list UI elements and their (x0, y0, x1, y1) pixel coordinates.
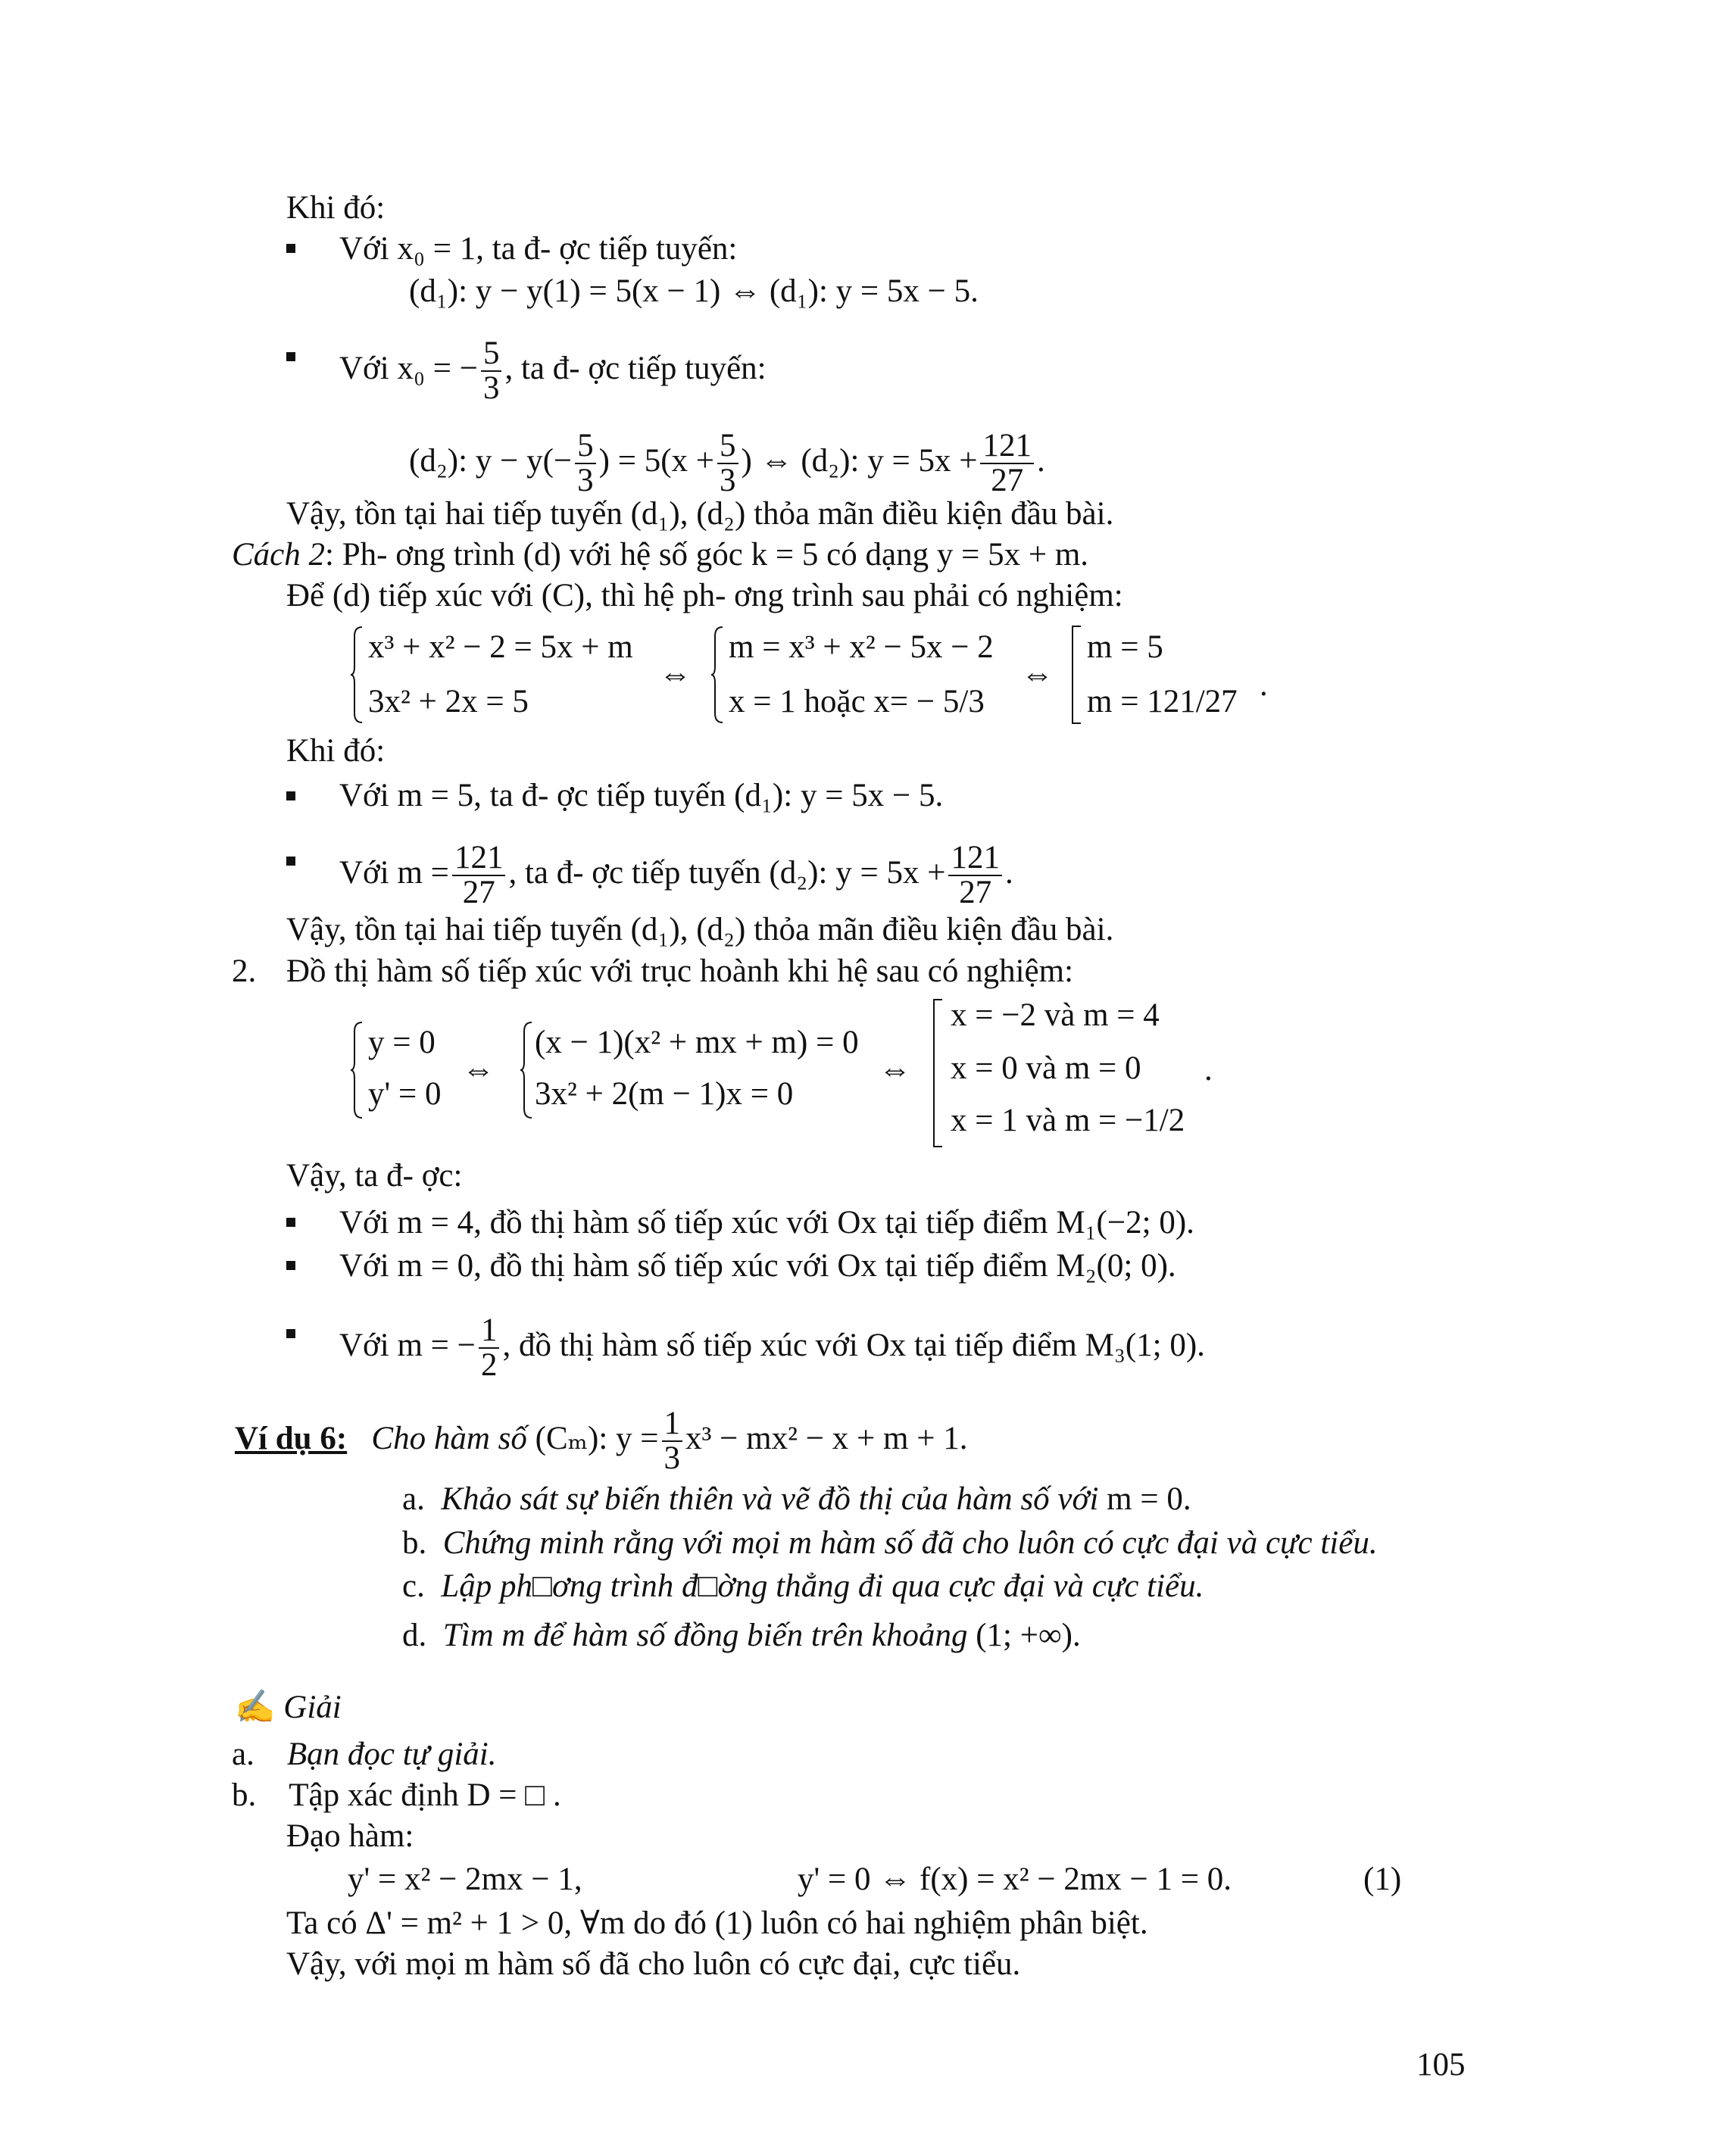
denominator: 3 (720, 463, 736, 498)
denominator: 3 (482, 370, 500, 406)
numerator: 1 (479, 1314, 500, 1349)
numerator: 121 (980, 429, 1034, 464)
text: Cho hàm số (371, 1420, 527, 1456)
fraction (948, 841, 1002, 910)
item-letter: b. (232, 1777, 257, 1813)
text: Với m = (339, 854, 449, 891)
bullet-icon (286, 791, 295, 800)
fraction (980, 429, 1034, 498)
text: : Ph- ơng trình (d) với hệ số góc k = 5 có dạng y = 5x + m. (325, 537, 1089, 573)
bullet-text: Với m = 4, đồ thị hàm số tiếp xúc với Ox tại tiếp điểm M₁(−2; 0). (339, 1205, 1194, 1240)
text: , ta đ- ợc tiếp tuyến: (504, 350, 767, 386)
system-row: x³ + x² − 2 = 5x + m (368, 629, 633, 665)
item-letter: a. (232, 1737, 254, 1772)
item-math: (1; +∞). (967, 1618, 1081, 1653)
text: Tập xác định D = □ . (289, 1777, 561, 1813)
denominator: 3 (577, 463, 594, 498)
bullet-icon (286, 352, 295, 361)
example-item (402, 1479, 1191, 1520)
solution-b (232, 1775, 561, 1816)
period: . (1260, 667, 1268, 703)
system-row: 3x² + 2x = 5 (368, 684, 529, 719)
system-row: (x − 1)(x² + mx + m) = 0 (535, 1025, 859, 1060)
text-khi-do: Khi đó: (286, 733, 386, 769)
denominator: 27 (462, 875, 495, 910)
text: (Cₘ): y = (535, 1420, 659, 1456)
item-letter: b. (402, 1525, 427, 1561)
fraction (575, 429, 596, 498)
system-row: m = x³ + x² − 5x − 2 (729, 629, 994, 665)
example-item (402, 1615, 1081, 1656)
system-row: y = 0 (368, 1025, 436, 1060)
text-vay: Vậy, ta đ- ợc: (286, 1158, 463, 1194)
cach2-line (232, 535, 1088, 576)
derivative-eq: y' = x² − 2mx − 1, (348, 1861, 582, 1897)
denominator: 27 (959, 875, 992, 910)
pen-writing-icon: ✍ (235, 1690, 276, 1725)
solution-title: Giải (283, 1690, 342, 1725)
system-row: x = 1 và m = −1/2 (951, 1103, 1185, 1138)
item-letter: c. (402, 1568, 425, 1604)
system-row: m = 5 (1087, 629, 1163, 665)
numerator: 5 (481, 337, 502, 372)
conclusion: Vậy, tồn tại hai tiếp tuyến (d₁), (d₂) thỏa mãn điều kiện đầu bài. (286, 912, 1114, 947)
text: (d₂): y − y(− (409, 442, 573, 479)
example-item (402, 1523, 1378, 1564)
numerator: 121 (452, 841, 506, 876)
item-letter: a. (402, 1481, 425, 1517)
bracket-icon (933, 999, 942, 1147)
example-label: Ví dụ 6: (235, 1420, 348, 1456)
bullet-text (339, 1312, 1205, 1383)
solution-a (232, 1734, 497, 1775)
brace-icon (710, 626, 726, 724)
brace-icon (350, 626, 365, 724)
bullet-icon (286, 1261, 295, 1270)
equation-tag: (1) (1363, 1861, 1402, 1897)
bracket-icon (1072, 626, 1081, 724)
bullet-text: Với m = 5, ta đ- ợc tiếp tuyến (d₁): y = 5x − 5. (339, 778, 944, 813)
text: . (1004, 854, 1013, 891)
text: Với m = − (339, 1327, 476, 1363)
system-row: x = −2 và m = 4 (951, 997, 1160, 1033)
cach2-label: Cách 2 (232, 537, 326, 573)
page-number: 105 (1416, 2047, 1466, 2083)
text: Với x₀ = − (339, 350, 478, 386)
text: Bạn đọc tự giải. (286, 1737, 497, 1772)
fraction (481, 337, 502, 405)
example-item (402, 1566, 1204, 1607)
text: x³ − mx² − x + m + 1. (685, 1420, 968, 1456)
numerator: 1 (662, 1407, 683, 1442)
fraction (452, 841, 506, 910)
delta-text: Ta có Δ' = m² + 1 > 0, ∀m do đó (1) luôn có hai nghiệm phân biệt. (286, 1905, 1148, 1941)
derivative-zero-eq: y' = 0 ⇔ f(x) = x² − 2mx − 1 = 0. (798, 1861, 1232, 1897)
brace-icon (520, 1021, 535, 1119)
item-math: m = 0. (1098, 1481, 1191, 1517)
system-row: y' = 0 (368, 1076, 442, 1112)
example-heading (235, 1406, 968, 1476)
iff-symbol: ⇔ (1021, 657, 1054, 692)
part2-number: 2. (232, 953, 257, 989)
system-row: x = 0 và m = 0 (951, 1050, 1141, 1086)
item-text: Chứng minh rằng với mọi m hàm số đã cho luôn có cực đại và cực tiểu. (442, 1525, 1378, 1561)
item-text: Khảo sát sự biến thiên và vẽ đồ thị của hàm số với (441, 1481, 1099, 1517)
part2-text: Đồ thị hàm số tiếp xúc với trục hoành khi hệ sau có nghiệm: (286, 953, 1074, 989)
system-row: 3x² + 2(m − 1)x = 0 (535, 1076, 794, 1112)
fraction (662, 1407, 683, 1475)
denominator: 27 (991, 463, 1024, 498)
iff-symbol: ⇔ (659, 657, 692, 692)
text: , ta đ- ợc tiếp tuyến (d₂): y = 5x + (508, 854, 946, 891)
numerator: 121 (948, 841, 1002, 876)
fraction (479, 1314, 500, 1382)
bullet-text (339, 335, 767, 406)
bullet-text: Với m = 0, đồ thị hàm số tiếp xúc với Ox tại tiếp điểm M₂(0; 0). (339, 1248, 1176, 1284)
equation-d2 (409, 428, 1045, 498)
iff-symbol: ⇔ (879, 1052, 911, 1088)
item-text: Lập ph□ơng trình đ□ờng thẳng đi qua cực đại và cực tiểu. (441, 1568, 1204, 1604)
item-letter: d. (402, 1618, 427, 1653)
numerator: 5 (717, 429, 738, 464)
item-text: Tìm m để hàm số đồng biến trên khoảng (442, 1618, 968, 1653)
system-row: m = 121/27 (1087, 684, 1238, 719)
conclusion: Vậy, với mọi m hàm số đã cho luôn có cực đại, cực tiểu. (286, 1946, 1021, 1982)
bullet-text: Với x₀ = 1, ta đ- ợc tiếp tuyến: (339, 231, 738, 267)
condition-text: Để (d) tiếp xúc với (C), thì hệ ph- ơng trình sau phải có nghiệm: (286, 578, 1123, 613)
bullet-icon (286, 1329, 295, 1338)
system-row: x = 1 hoặc x= − 5/3 (729, 684, 985, 719)
text: ) = 5(x + (598, 442, 715, 479)
iff-symbol: ⇔ (462, 1052, 495, 1088)
text: . (1036, 442, 1045, 479)
solution-heading (235, 1687, 342, 1728)
equation-d1: (d₁): y − y(1) = 5(x − 1) ⇔ (d₁): y = 5x − 5. (409, 273, 979, 309)
fraction (717, 429, 738, 498)
denominator: 2 (480, 1347, 498, 1383)
bullet-icon (286, 244, 295, 253)
conclusion: Vậy, tồn tại hai tiếp tuyến (d₁), (d₂) thỏa mãn điều kiện đầu bài. (286, 496, 1114, 532)
text-khi-do: Khi đó: (286, 190, 386, 226)
period: . (1204, 1052, 1213, 1088)
bullet-text (339, 840, 1013, 910)
derivative-label: Đạo hàm: (286, 1818, 414, 1854)
denominator: 3 (663, 1440, 681, 1476)
bullet-icon (286, 1218, 295, 1227)
numerator: 5 (575, 429, 596, 464)
text: ) ⇔ (d₂): y = 5x + (741, 442, 978, 479)
bullet-icon (286, 857, 295, 866)
text: , đồ thị hàm số tiếp xúc với Ox tại tiếp điểm M₃(1; 0). (502, 1327, 1205, 1363)
brace-icon (350, 1021, 365, 1119)
